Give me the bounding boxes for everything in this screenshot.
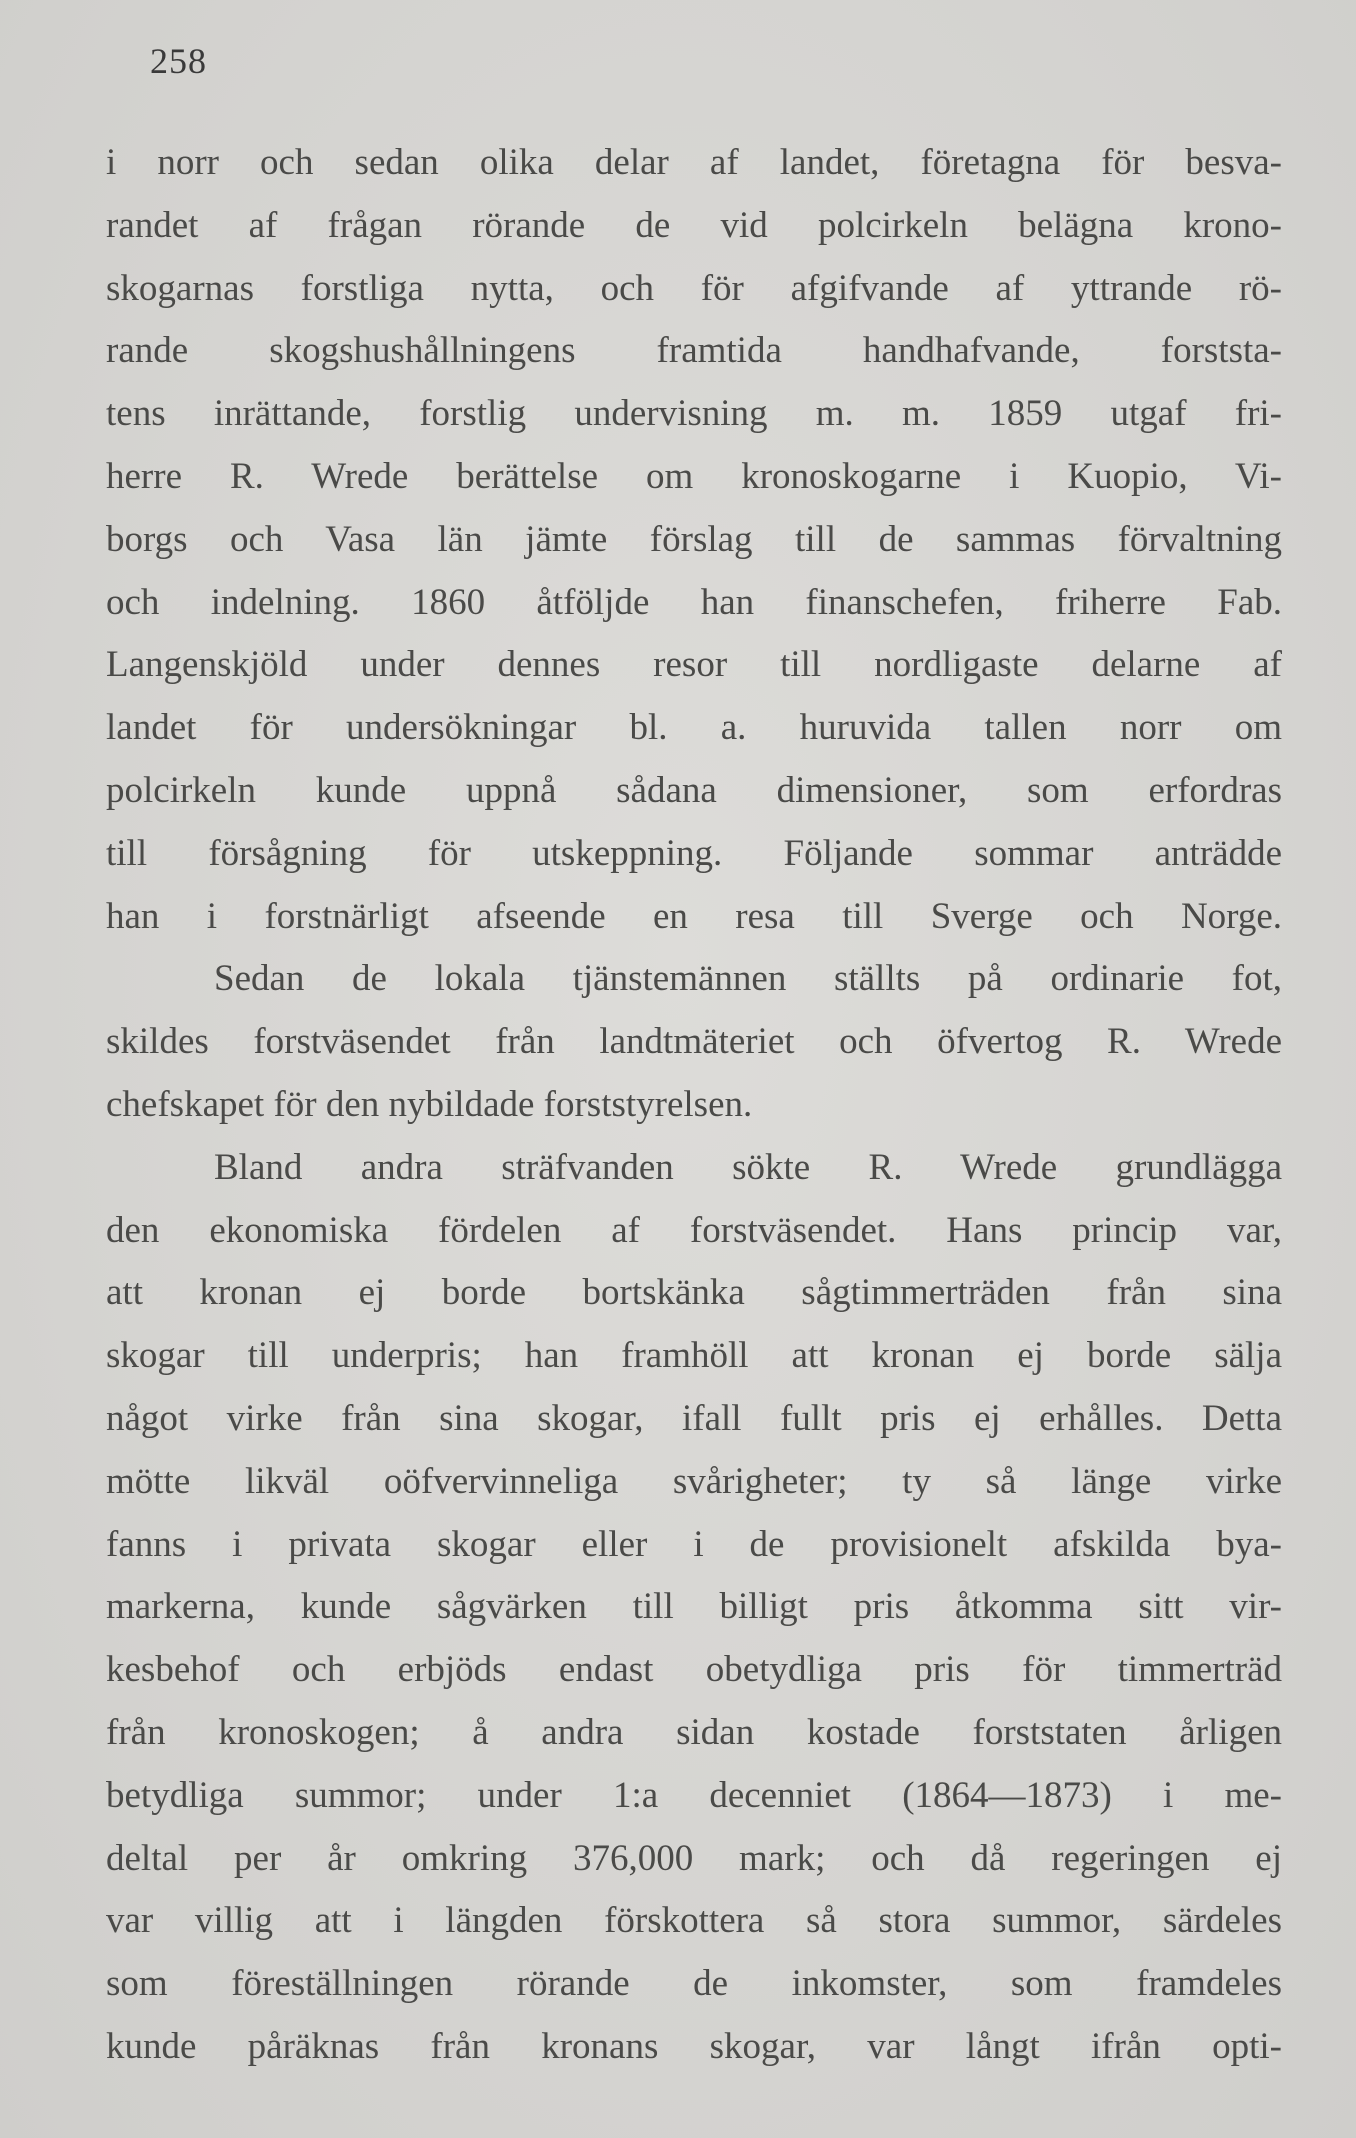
text-line: kesbehof och erbjöds endast obetydliga pris för timmerträd [106,1649,1282,1691]
text-line: fanns i privata skogar eller i de provisionelt afskilda bya- [106,1523,1282,1565]
text-line: att kronan ej borde bortskänka sågtimmerträden från sina [106,1272,1282,1314]
text-line: deltal per år omkring 376,000 mark; och då regeringen ej [106,1837,1282,1879]
text-line: Langenskjöld under dennes resor till nordligaste delarne af [106,644,1282,686]
text-line: Sedan de lokala tjänstemännen ställts på ordinarie fot, [214,958,1282,1000]
text-line: skogar till underpris; han framhöll att kronan ej borde sälja [106,1335,1282,1377]
text-line: markerna, kunde sågvärken till billigt pris åtkomma sitt vir- [106,1586,1282,1628]
text-line: från kronoskogen; å andra sidan kostade forststaten årligen [106,1711,1282,1753]
text-line: i norr och sedan olika delar af landet, företagna för besva- [106,142,1282,183]
text-line: betydliga summor; under 1:a decenniet (1864—1873) i me- [106,1774,1282,1816]
text-line: den ekonomiska fördelen af forstväsendet. Hans princip var, [106,1209,1282,1251]
text-line: var villig att i längden förskottera så stora summor, särdeles [106,1900,1282,1942]
text-line: Bland andra sträfvanden sökte R. Wrede grundlägga [214,1146,1282,1188]
page-number: 258 [150,41,207,81]
text-line: till försågning för utskeppning. Följande sommar anträdde [106,832,1282,874]
text-line: herre R. Wrede berättelse om kronoskogarne i Kuopio, Vi- [106,455,1282,497]
text-line: något virke från sina skogar, ifall fullt pris ej erhålles. Detta [106,1397,1282,1439]
text-line: kunde påräknas från kronans skogar, var långt ifrån opti- [106,2025,1282,2067]
text-line: skogarnas forstliga nytta, och för afgifvande af yttrande rö- [106,267,1282,309]
text-line: rande skogshushållningens framtida handhafvande, forststa- [106,330,1282,372]
text-line: borgs och Vasa län jämte förslag till de sammas förvaltning [106,518,1282,560]
text-line: mötte likväl oöfvervinneliga svårigheter; ty så länge virke [106,1460,1282,1502]
text-line: som föreställningen rörande de inkomster, som framdeles [106,1963,1282,2005]
text-line: chefskapet för den nybildade forststyrelsen. [106,1083,753,1125]
text-line: polcirkeln kunde uppnå sådana dimensioner, som erfordras [106,769,1282,811]
body-text [106,132,1282,2079]
text-line: tens inrättande, forstlig undervisning m. m. 1859 utgaf fri- [106,393,1282,435]
text-line: randet af frågan rörande de vid polcirkeln belägna krono- [106,204,1282,246]
text-line: han i forstnärligt afseende en resa till Sverge och Norge. [106,895,1282,937]
text-line: skildes forstväsendet från landtmäteriet och öfvertog R. Wrede [106,1021,1282,1063]
text-line: landet för undersökningar bl. a. huruvida tallen norr om [106,707,1282,749]
text-line: och indelning. 1860 åtföljde han finanschefen, friherre Fab. [106,581,1282,623]
